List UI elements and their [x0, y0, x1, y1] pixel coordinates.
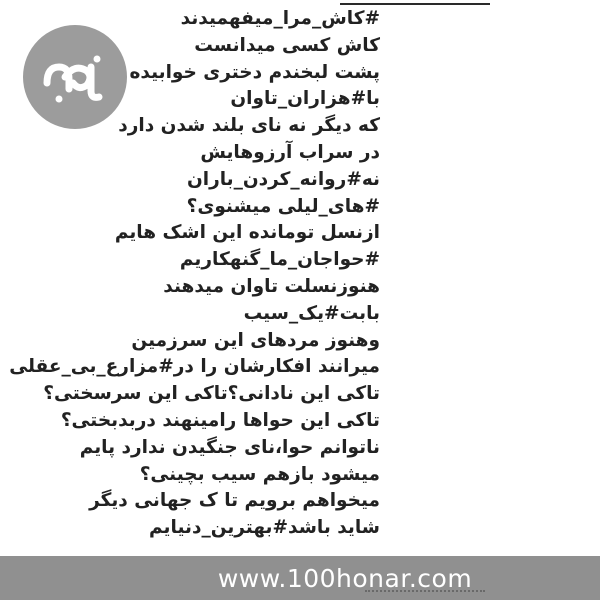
poem-line: تاکی این نادانی؟تاکی این سرسختی؟: [43, 383, 380, 405]
poem-line: #کاش_مرا_میفهمیدند: [180, 8, 380, 29]
poem-line: نه#روانه_کردن_باران: [186, 168, 380, 190]
poem-line: پشت لبخندم دختری خوابیده: [129, 61, 380, 83]
poem-line: میرانند افکارشان را در#مزارع_بی_عقلی: [9, 356, 380, 378]
poem-line: تاکی این حواها رامینهند دربدبختی؟: [60, 409, 380, 431]
poem-line: کاش کسی میدانست: [194, 34, 380, 56]
poem-line: بابت#یک_سیب: [243, 302, 380, 324]
poem-line: که دیگر نه نای بلند شدن دارد: [118, 115, 380, 137]
top-divider: [340, 3, 490, 5]
footer-bar: [0, 556, 600, 600]
poem-text: [9, 6, 380, 542]
poem-line: با#هزاران_تاوان: [230, 88, 380, 110]
poem-line: میخواهم برویم تا ک جهانی دیگر: [89, 490, 380, 512]
poem-line: هنوزنسلت تاوان میدهند: [163, 275, 380, 297]
poem-line: #حواجان_ما_گنهکاریم: [179, 249, 380, 271]
poem-line: در سراب آرزوهایش: [200, 141, 380, 163]
footer-url: www.100honar.com: [217, 563, 473, 593]
poem-line: شاید باشد#بهترین_دنیایم: [149, 517, 380, 539]
poem-line: میشود بازهم سیب بچینی؟: [139, 463, 380, 485]
poem-line: وهنوز مردهای این سرزمین: [131, 329, 380, 351]
poem-line: ازنسل تومانده این اشک هایم: [114, 222, 380, 244]
poem-line: #های_لیلی میشنوی؟: [186, 195, 380, 217]
poem-line: ناتوانم حوا،نای جنگیدن ندارد پایم: [79, 436, 380, 458]
